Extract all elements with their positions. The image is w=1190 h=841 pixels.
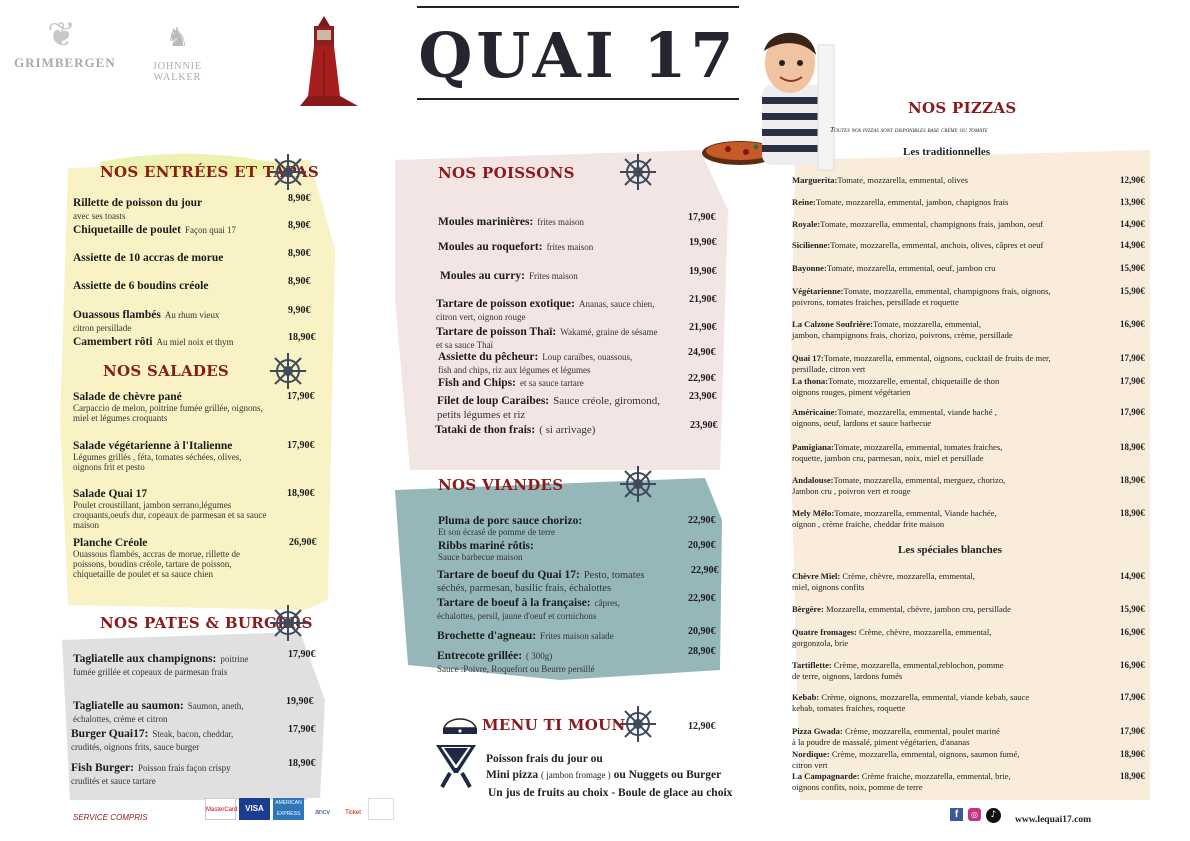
pizza-item (792, 263, 1145, 274)
menu-item (435, 420, 727, 438)
salades-heading: NOS SALADES (103, 362, 230, 380)
pizza-desc-2: Jambon cru , poivron vert et rouge (792, 485, 911, 496)
menu-item (73, 391, 335, 423)
item-price: 28,90€ (688, 646, 716, 657)
pates-heading: NOS PATES & BURGERS (100, 614, 313, 632)
ti-moun-price: 12,90€ (688, 721, 716, 732)
pizza-item (792, 197, 1145, 208)
ti-moun-line-1: Poisson frais du jour ou (486, 753, 603, 765)
item-desc: Saumon, aneth, (187, 701, 244, 711)
item-name: Salade de chèvre pané (73, 391, 182, 403)
item-desc-2: séchés, parmesan, basilic frais, échalottes (437, 583, 612, 594)
pizza-desc: Tomate, mozzarella, emmental, viande haché , (837, 407, 997, 417)
pizza-desc: Crème, mozzarella, emmental, poulet mariné (842, 726, 1000, 736)
pizza-desc-2: miel, oignons confits (792, 581, 865, 592)
menu-item (73, 193, 328, 221)
item-desc: et sa sauce tartare (519, 378, 584, 388)
item-desc: Ouassous flambés, accras de morue, rillette de poissons, boudins créole, tartare de poisson, chiquetaille de poulet et sa sauce chien (73, 549, 240, 579)
pizza-item (792, 660, 1145, 681)
pizza-desc-2: roquette, jambon cru, parmesan, noix, miel et persillade (792, 452, 984, 463)
menu-item (73, 305, 328, 333)
viandes-heading: NOS VIANDES (438, 476, 564, 494)
menu-item (73, 248, 328, 266)
pizza-item (792, 219, 1145, 230)
item-desc: ( 300g) (526, 651, 553, 661)
pizza-item (792, 771, 1145, 792)
pizza-name: Sicilienne: (792, 240, 831, 250)
pizza-price: 14,90€ (1120, 571, 1145, 581)
pizza-name: Quai 17: (792, 353, 824, 363)
pizza-price: 16,90€ (1120, 627, 1145, 637)
pizza-price: 12,90€ (1120, 175, 1145, 185)
item-desc: Poulet croustillant, jambon serrano,légumes croquants,oeufs dur, copeaux de parmesan et sa sauce maison (73, 500, 267, 530)
item-name: Tataki de thon frais: (435, 424, 536, 436)
pizza-desc: Tomate, mozzarella, emmental, oeuf, jambon cru (826, 263, 996, 273)
item-desc: câpres, (594, 598, 620, 608)
item-price: 23,90€ (690, 420, 718, 431)
nuggets-label: ou Nuggets ou Burger (613, 769, 722, 781)
item-desc: avec ses toasts (73, 211, 126, 221)
item-price: 22,90€ (688, 373, 716, 384)
item-desc-2: crudités et sauce tartare (71, 776, 156, 786)
item-name: Tagliatelle aux champignons: (73, 653, 217, 665)
pizza-desc: Crème, oignons, mozzarella, emmental, viande kebab, sauce (819, 692, 1030, 702)
menu-item (437, 593, 727, 621)
pizza-name: Royale: (792, 219, 821, 229)
pizza-price: 17,90€ (1120, 692, 1145, 702)
pizza-desc-2: à la poudre de massalé, piment végétarien, d'ananas (792, 736, 970, 747)
item-name: Assiette de 10 accras de morue (73, 252, 224, 264)
pizza-desc-2: oignons confits, noix, pomme de terre (792, 781, 923, 792)
item-price: 17,90€ (688, 212, 716, 223)
item-desc: Poisson frais façon crispy (137, 763, 231, 773)
speciales-blanches-heading: Les spéciales blanches (898, 544, 1002, 556)
menu-item (437, 391, 727, 421)
pizza-price: 14,90€ (1120, 240, 1145, 250)
pizza-name: Reine: (792, 197, 816, 207)
pizzas-note: Toutes nos pizzas sont disponibles base crème ou tomate (830, 125, 988, 134)
pizza-desc: Tomate, mozzarella, emmental, (873, 319, 981, 329)
menu-item (73, 440, 335, 472)
pizza-price: 18,90€ (1120, 442, 1145, 452)
item-desc-2: petits légumes et riz (437, 409, 526, 421)
item-price: 17,90€ (287, 391, 315, 402)
item-desc: frites maison (546, 242, 594, 252)
item-name: Assiette du pêcheur: (438, 351, 539, 363)
pizza-price: 15,90€ (1120, 604, 1145, 614)
grimbergen-logo (14, 15, 116, 90)
pizza-desc-2: de terre, oignons, lardons fumés (792, 670, 903, 681)
item-name: Filet de loup Caraibes: (437, 395, 550, 407)
pizza-price: 17,90€ (1120, 353, 1145, 363)
pizza-desc: Tomate, mozzarella, emmental, champignons frais, oignons, (843, 286, 1051, 296)
pizza-desc: Crème, mozzarella, emmental,reblochon, pomme (831, 660, 1004, 670)
item-price: 22,90€ (688, 515, 716, 526)
item-name: Fish and Chips: (438, 377, 516, 389)
pizza-desc: Tomate, mozzarella, emmental, jambon, chapignos frais (815, 197, 1009, 207)
menu-item (438, 212, 728, 230)
johnnie-walker-text: JOHNNIE WALKER (152, 61, 203, 83)
pizza-item (792, 407, 1145, 428)
item-price: 22,90€ (691, 565, 719, 576)
pizza-desc: Tomate, mozzarella, emmental, anchois, olives, câpres et oeuf (830, 240, 1044, 250)
menu-item (438, 515, 728, 537)
service-note: SERVICE COMPRIS (73, 813, 148, 822)
pizza-item (792, 175, 1145, 186)
visa-icon: VISA (239, 798, 270, 820)
pizza-name: Pamigiana: (792, 442, 835, 452)
item-desc: Et son écrasé de pomme de terre (438, 527, 555, 537)
item-name: Rillette de poisson du jour (73, 197, 203, 209)
pizza-price: 18,90€ (1120, 508, 1145, 518)
item-name: Pluma de porc sauce chorizo: (438, 515, 583, 527)
pizza-price: 14,90€ (1120, 219, 1145, 229)
item-desc: Carpaccio de melon, poitrine fumée grillée, oignons, miel et légumes croquants (73, 403, 263, 423)
item-name: Entrecote grillée: (437, 650, 523, 662)
item-price: 17,90€ (287, 440, 315, 451)
item-price: 8,90€ (288, 193, 311, 204)
ti-moun-line-3: Un jus de fruits au choix - Boule de glace au choix (488, 787, 733, 799)
item-desc: Ananas, sauce chien, (578, 299, 655, 309)
social-icons (950, 808, 1001, 823)
item-desc-2: échalottes, crème et citron (73, 714, 168, 724)
item-name: Salade Quai 17 (73, 488, 148, 500)
pizza-price: 17,90€ (1120, 376, 1145, 386)
pizza-name: Chèvre Miel: (792, 571, 841, 581)
item-name: Salade végétarienne à l'Italienne (73, 440, 233, 452)
pizza-item (792, 376, 1145, 397)
pizza-price: 18,90€ (1120, 749, 1145, 759)
pizza-price: 17,90€ (1120, 407, 1145, 417)
item-name: Planche Créole (73, 537, 148, 549)
pizza-item (792, 692, 1145, 713)
pizza-item (792, 726, 1145, 747)
ship-wheel-icon (268, 351, 308, 391)
item-name: Tartare de poisson Thaï: (436, 326, 557, 338)
item-price: 22,90€ (688, 593, 716, 604)
menu-item (436, 322, 726, 350)
payment-logos (205, 798, 394, 820)
mastercard-icon: MasterCard (205, 798, 236, 820)
item-name: Chiquetaille de poulet (73, 224, 181, 236)
menu-item (438, 347, 728, 375)
item-price: 21,90€ (689, 294, 717, 305)
pizza-name: Tartiflette: (792, 660, 832, 670)
ti-moun-heading: MENU TI MOUN (482, 716, 626, 734)
pizza-name: Quatre fromages: (792, 627, 857, 637)
item-desc-2: fumée grillée et copeaux de parmesan frais (73, 667, 228, 677)
menu-item (73, 537, 335, 579)
pizza-desc: Crème fraiche, mozzarella, emmental, brie, (859, 771, 1011, 781)
menu-item (438, 540, 728, 562)
menu-item (437, 565, 727, 595)
item-name: Burger Quai17: (71, 728, 149, 740)
item-name: Tartare de boeuf du Quai 17: (437, 569, 580, 581)
item-desc: Pesto, tomates (583, 570, 645, 581)
item-desc: Frites maison (528, 271, 578, 281)
menu-item (73, 488, 335, 530)
item-name: Ouassous flambés (73, 309, 161, 321)
pizza-desc: Tomate, mozzarella, emmental, champignons frais, jambon, oeuf (820, 219, 1044, 229)
item-desc-2: citron persillade (73, 323, 132, 333)
pizza-desc-2: poivrons, tomates fraiches, persillade et roquette (792, 296, 959, 307)
pizza-item (792, 475, 1145, 496)
ship-wheel-icon (618, 464, 658, 504)
menu-item (438, 373, 728, 391)
pizzas-heading: NOS PIZZAS (908, 99, 1017, 117)
pizza-desc: Tomate, mozzarella, emmental, oignons, cocktail de fruits de mer, (823, 353, 1051, 363)
tiktok-icon[interactable]: ♪ (986, 808, 1001, 823)
pizza-desc: Tomate, mozzarella, emmental, tomates fraiches, (834, 442, 1003, 452)
item-price: 20,90€ (688, 626, 716, 637)
pizza-desc-2: oignons rouges, piment végétarien (792, 386, 911, 397)
item-desc: poitrine (220, 654, 249, 664)
item-desc-2: citron vert, oignon rouge (436, 312, 526, 322)
ship-wheel-icon (618, 704, 658, 744)
pizza-item (792, 286, 1145, 307)
mascot-chef-icon (700, 25, 840, 175)
item-desc: Loup caraïbes, ouassous, (542, 352, 633, 362)
pizza-desc-2: persillade, citron vert (792, 363, 866, 374)
menu-item (437, 626, 727, 644)
pizza-name: La Campagnarde: (792, 771, 860, 781)
item-desc: Au rhum vieux (164, 310, 220, 320)
item-desc-2: fish and chips, riz aux légumes et légumes (438, 365, 591, 375)
menu-item (73, 276, 328, 294)
pizza-price: 18,90€ (1120, 475, 1145, 485)
pizza-name: Pizza Gwada: (792, 726, 843, 736)
striding-man-icon: ♞ (165, 23, 190, 53)
item-desc: Wakamé, graine de sésame (560, 327, 658, 337)
item-name: Moules au roquefort: (438, 241, 543, 253)
item-name: Tartare de boeuf à la française: (437, 597, 591, 609)
pizza-name: Andalouse: (792, 475, 834, 485)
pizza-item (792, 353, 1145, 374)
pizza-desc-2: gorgonzola, brie (792, 637, 849, 648)
item-price: 19,90€ (286, 696, 314, 707)
pizza-name: Américaine: (792, 407, 838, 417)
pizza-name: Mely Mélo: (792, 508, 835, 518)
pizza-desc: Tomate, mozzarella, emmental, olives (837, 175, 968, 185)
pizza-price: 16,90€ (1120, 660, 1145, 670)
item-price: 8,90€ (288, 248, 311, 259)
item-name: Tartare de poisson exotique: (436, 298, 575, 310)
pizza-name: Bayonne: (792, 263, 827, 273)
item-name: Tagliatelle au saumon: (73, 700, 184, 712)
mini-pizza-label: Mini pizza (486, 769, 539, 781)
pizza-name: Bèrgère: (792, 604, 824, 614)
poissons-heading: NOS POISSONS (438, 164, 575, 182)
pizza-item (792, 749, 1145, 770)
pizza-item (792, 571, 1145, 592)
item-desc-2: échalottes, persil, jaune d'oeuf et cornichons (437, 611, 597, 621)
pizza-desc: Tomate, mozzarelle, emental, chiquetaille de thon (828, 376, 1000, 386)
ship-wheel-icon (618, 152, 658, 192)
item-price: 21,90€ (689, 322, 717, 333)
item-desc: Façon quai 17 (184, 225, 236, 235)
item-price: 18,90€ (288, 332, 316, 343)
item-name: Camembert rôti (73, 336, 153, 348)
grimbergen-text: GRIMBERGEN (14, 55, 116, 70)
pizza-desc-2: jambon, champignons frais, chorizo, poivrons, crème, persillade (792, 329, 1013, 340)
item-desc: Sauce créole, giromond, (553, 395, 661, 407)
item-price: 19,90€ (689, 237, 717, 248)
item-price: 20,90€ (688, 540, 716, 551)
pizza-item (792, 604, 1145, 615)
pizza-name: La Calzone Soufrière: (792, 319, 873, 329)
item-desc: ( si arrivage) (539, 424, 596, 436)
menu-item (73, 332, 328, 350)
pizza-desc: Crème, mozzarella, emmental, oignons, saumon fumé, (829, 749, 1020, 759)
sailor-collar-icon (436, 743, 476, 789)
johnnie-walker-logo (130, 15, 225, 90)
item-desc-2: et sa sauce Thaï (436, 340, 494, 350)
pizza-name: Marguerita: (792, 175, 838, 185)
item-desc-2: crudités, oignons frits, sauce burger (71, 742, 200, 752)
website-link[interactable]: www.lequai17.com (1015, 815, 1091, 825)
pizza-desc: Crème, chèvre, mozzarella, emmental, (856, 627, 992, 637)
item-name: Moules marinières: (438, 216, 534, 228)
pizza-price: 15,90€ (1120, 263, 1145, 273)
item-price: 8,90€ (288, 220, 311, 231)
item-name: Brochette d'agneau: (437, 630, 537, 642)
item-name: Moules au curry: (440, 270, 525, 282)
pizza-desc-2: citron vert (792, 759, 828, 770)
item-price: 23,90€ (689, 391, 717, 402)
lighthouse-icon (300, 10, 362, 110)
page-title: QUAI 17 (418, 19, 738, 92)
pizza-price: 13,90€ (1120, 197, 1145, 207)
item-desc: Légumes grillés , féta, tomates séchées, olives, oignons frit et pesto (73, 452, 242, 472)
item-price: 19,90€ (689, 266, 717, 277)
menu-item (73, 696, 335, 724)
menu-item (71, 758, 333, 786)
ship-wheel-icon (268, 603, 308, 643)
item-price: 8,90€ (288, 276, 311, 287)
pizza-item (792, 508, 1145, 529)
pizza-name: Végétarienne: (792, 286, 844, 296)
sailor-hat-icon (440, 714, 480, 738)
pizza-desc-2: oignon , crème fraiche, cheddar frite maison (792, 518, 945, 529)
mini-pizza-note: ( jambon fromage ) (540, 770, 611, 780)
menu-item (71, 724, 333, 752)
pizza-item (792, 319, 1145, 340)
pizza-price: 15,90€ (1120, 286, 1145, 296)
item-desc-2: Sauce :Poivre, Roquefort ou Beurre persillé (437, 664, 595, 674)
item-price: 18,90€ (288, 758, 316, 769)
pizza-name: Kebab: (792, 692, 820, 702)
instagram-icon[interactable]: ◎ (968, 808, 981, 821)
item-price: 18,90€ (287, 488, 315, 499)
item-price: 26,90€ (289, 537, 317, 548)
item-name: Assiette de 6 boudins créole (73, 280, 209, 292)
restaurant-title-block (417, 6, 739, 102)
item-name: Ribbs mariné rôtis: (438, 540, 534, 552)
item-desc: Steak, bacon, cheddar, (152, 729, 234, 739)
menu-item (73, 649, 335, 677)
pizza-desc: Crème, chèvre, mozzarella, emmental, (840, 571, 975, 581)
menu-item (438, 237, 728, 255)
item-price: 24,90€ (688, 347, 716, 358)
item-name: Fish Burger: (71, 762, 134, 774)
pizza-desc-2: kebab, tomates fraiches, roquette (792, 702, 906, 713)
ti-moun-line-2 (486, 769, 721, 781)
pizza-name: La thona: (792, 376, 829, 386)
traditionnelles-heading: Les traditionnelles (903, 146, 991, 158)
pizza-item (792, 442, 1145, 463)
item-price: 17,90€ (288, 724, 316, 735)
menu-item (437, 646, 727, 674)
item-desc: Frites maison salade (540, 631, 614, 641)
facebook-icon[interactable]: f (950, 808, 963, 821)
item-price: 9,90€ (288, 305, 311, 316)
menu-item (436, 294, 726, 322)
menu-item (440, 266, 730, 284)
ship-wheel-icon (268, 152, 308, 192)
pizza-price: 18,90€ (1120, 771, 1145, 781)
pizza-item (792, 240, 1145, 251)
pizza-desc: Tomate, mozzarella, emmental, Viande hachée, (834, 508, 997, 518)
ancv-icon: ancv (307, 798, 338, 820)
pizza-desc-2: oignons, oeuf, lardons et sauce barbecue (792, 417, 932, 428)
item-desc: frites maison (537, 217, 585, 227)
phoenix-icon: ❦ (47, 15, 76, 55)
item-desc: Au miel noix et thym (156, 337, 234, 347)
menu-item (73, 220, 328, 238)
ticket-restaurant-icon: Ticket (341, 798, 365, 820)
amex-icon: AMERICAN EXPRESS (273, 798, 304, 820)
pizza-price: 16,90€ (1120, 319, 1145, 329)
pizza-desc: Mozzarella, emmental, chèvre, jambon cru, persillade (823, 604, 1011, 614)
entrees-heading: NOS ENTRÉES ET TAPAS (100, 163, 319, 181)
pizza-desc: Tomate, mozzarella, emmental, merguez, chorizo, (833, 475, 1006, 485)
pizza-item (792, 627, 1145, 648)
item-desc: Sauce barbecue maison (438, 552, 523, 562)
item-price: 17,90€ (288, 649, 316, 660)
no-cheque-icon (368, 798, 394, 820)
pizza-name: Nordique: (792, 749, 830, 759)
pizza-price: 17,90€ (1120, 726, 1145, 736)
